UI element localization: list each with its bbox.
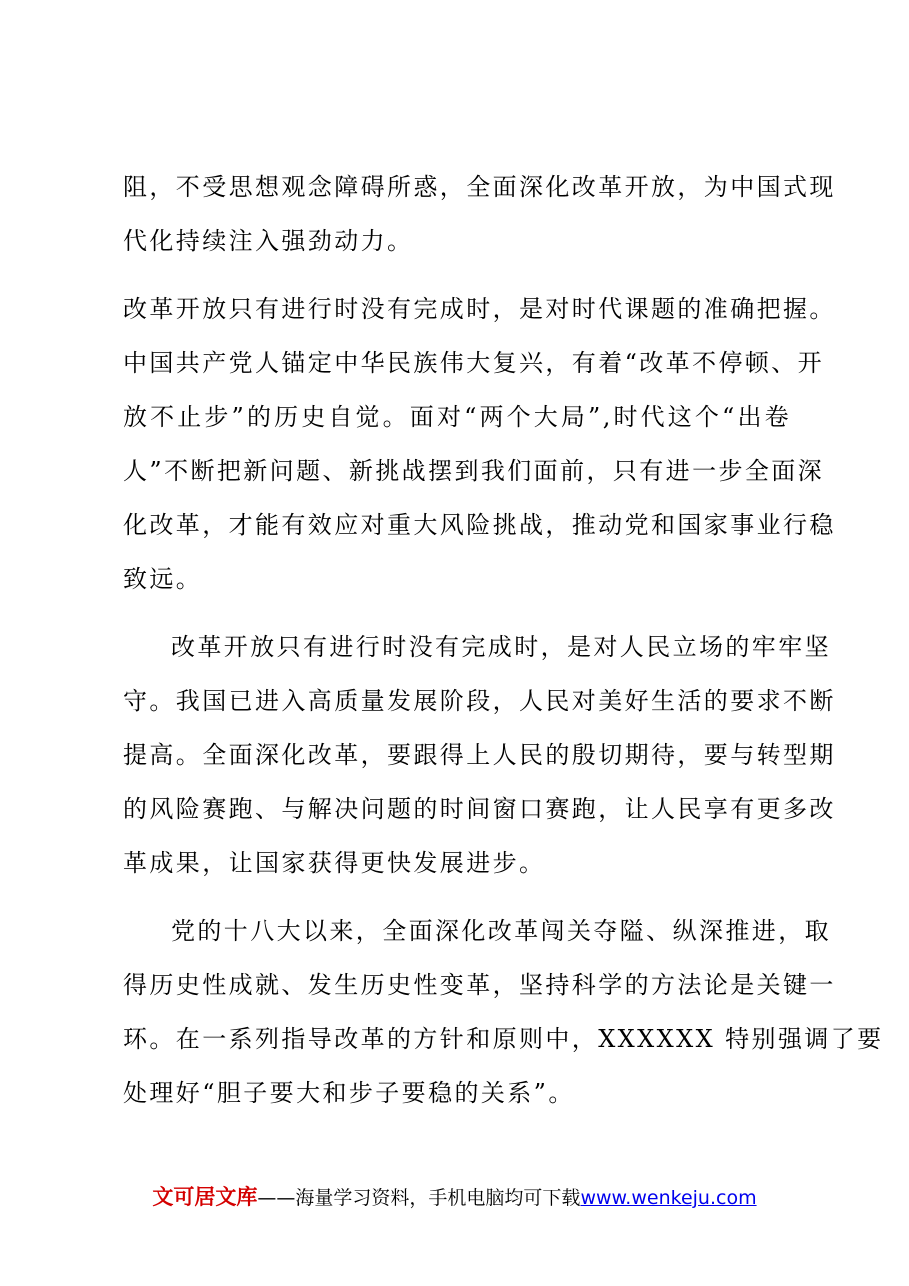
page-footer (0, 1184, 909, 1211)
text-line: 守。我国已进入高质量发展阶段，人民对美好生活的要求不断 (123, 687, 836, 715)
footer-website-link[interactable]: www.wenkeju.com (580, 1187, 757, 1209)
text-line: 环。在一系列指导改革的方针和原则中，XXXXXX 特别强调了要 (123, 1025, 884, 1053)
text-line: 阻，不受思想观念障碍所惑，全面深化改革开放，为中国式现 (123, 173, 836, 201)
text-line: 人”不断把新问题、新挑战摆到我们面前，只有进一步全面深 (123, 457, 825, 485)
paragraph-2 (123, 282, 836, 606)
text-line: 处理好“胆子要大和步子要稳的关系”。 (123, 1079, 575, 1107)
footer-brand: 文可居文库 (152, 1185, 258, 1209)
text-line: 中国共产党人锚定中华民族伟大复兴，有着“改革不停顿、开 (123, 349, 825, 377)
text-line: 党的十八大以来，全面深化改革闯关夺隘、纵深推进，取 (171, 917, 831, 945)
paragraph-4 (123, 904, 884, 1120)
document-body (123, 160, 884, 1120)
text-line: 致远。 (123, 565, 203, 593)
text-line: 的风险赛跑、与解决问题的时间窗口赛跑，让人民享有更多改 (123, 795, 836, 823)
text-line: 提高。全面深化改革，要跟得上人民的殷切期待，要与转型期 (123, 741, 836, 769)
footer-slogan: ——海量学习资料，手机电脑均可下载 (257, 1187, 581, 1209)
paragraph-1 (123, 160, 836, 268)
text-line: 放不止步”的历史自觉。面对“两个大局”,时代这个“出卷 (123, 403, 791, 431)
text-line: 得历史性成就、发生历史性变革，坚持科学的方法论是关键一 (123, 971, 836, 999)
text-line: 改革开放只有进行时没有完成时，是对人民立场的牢牢坚 (171, 633, 831, 661)
text-line: 革成果，让国家获得更快发展进步。 (123, 849, 546, 877)
paragraph-3 (123, 620, 836, 890)
text-line: 化改革，才能有效应对重大风险挑战，推动党和国家事业行稳 (123, 511, 836, 539)
text-line: 代化持续注入强劲动力。 (123, 227, 414, 255)
text-line: 改革开放只有进行时没有完成时，是对时代课题的准确把握。 (123, 295, 836, 323)
